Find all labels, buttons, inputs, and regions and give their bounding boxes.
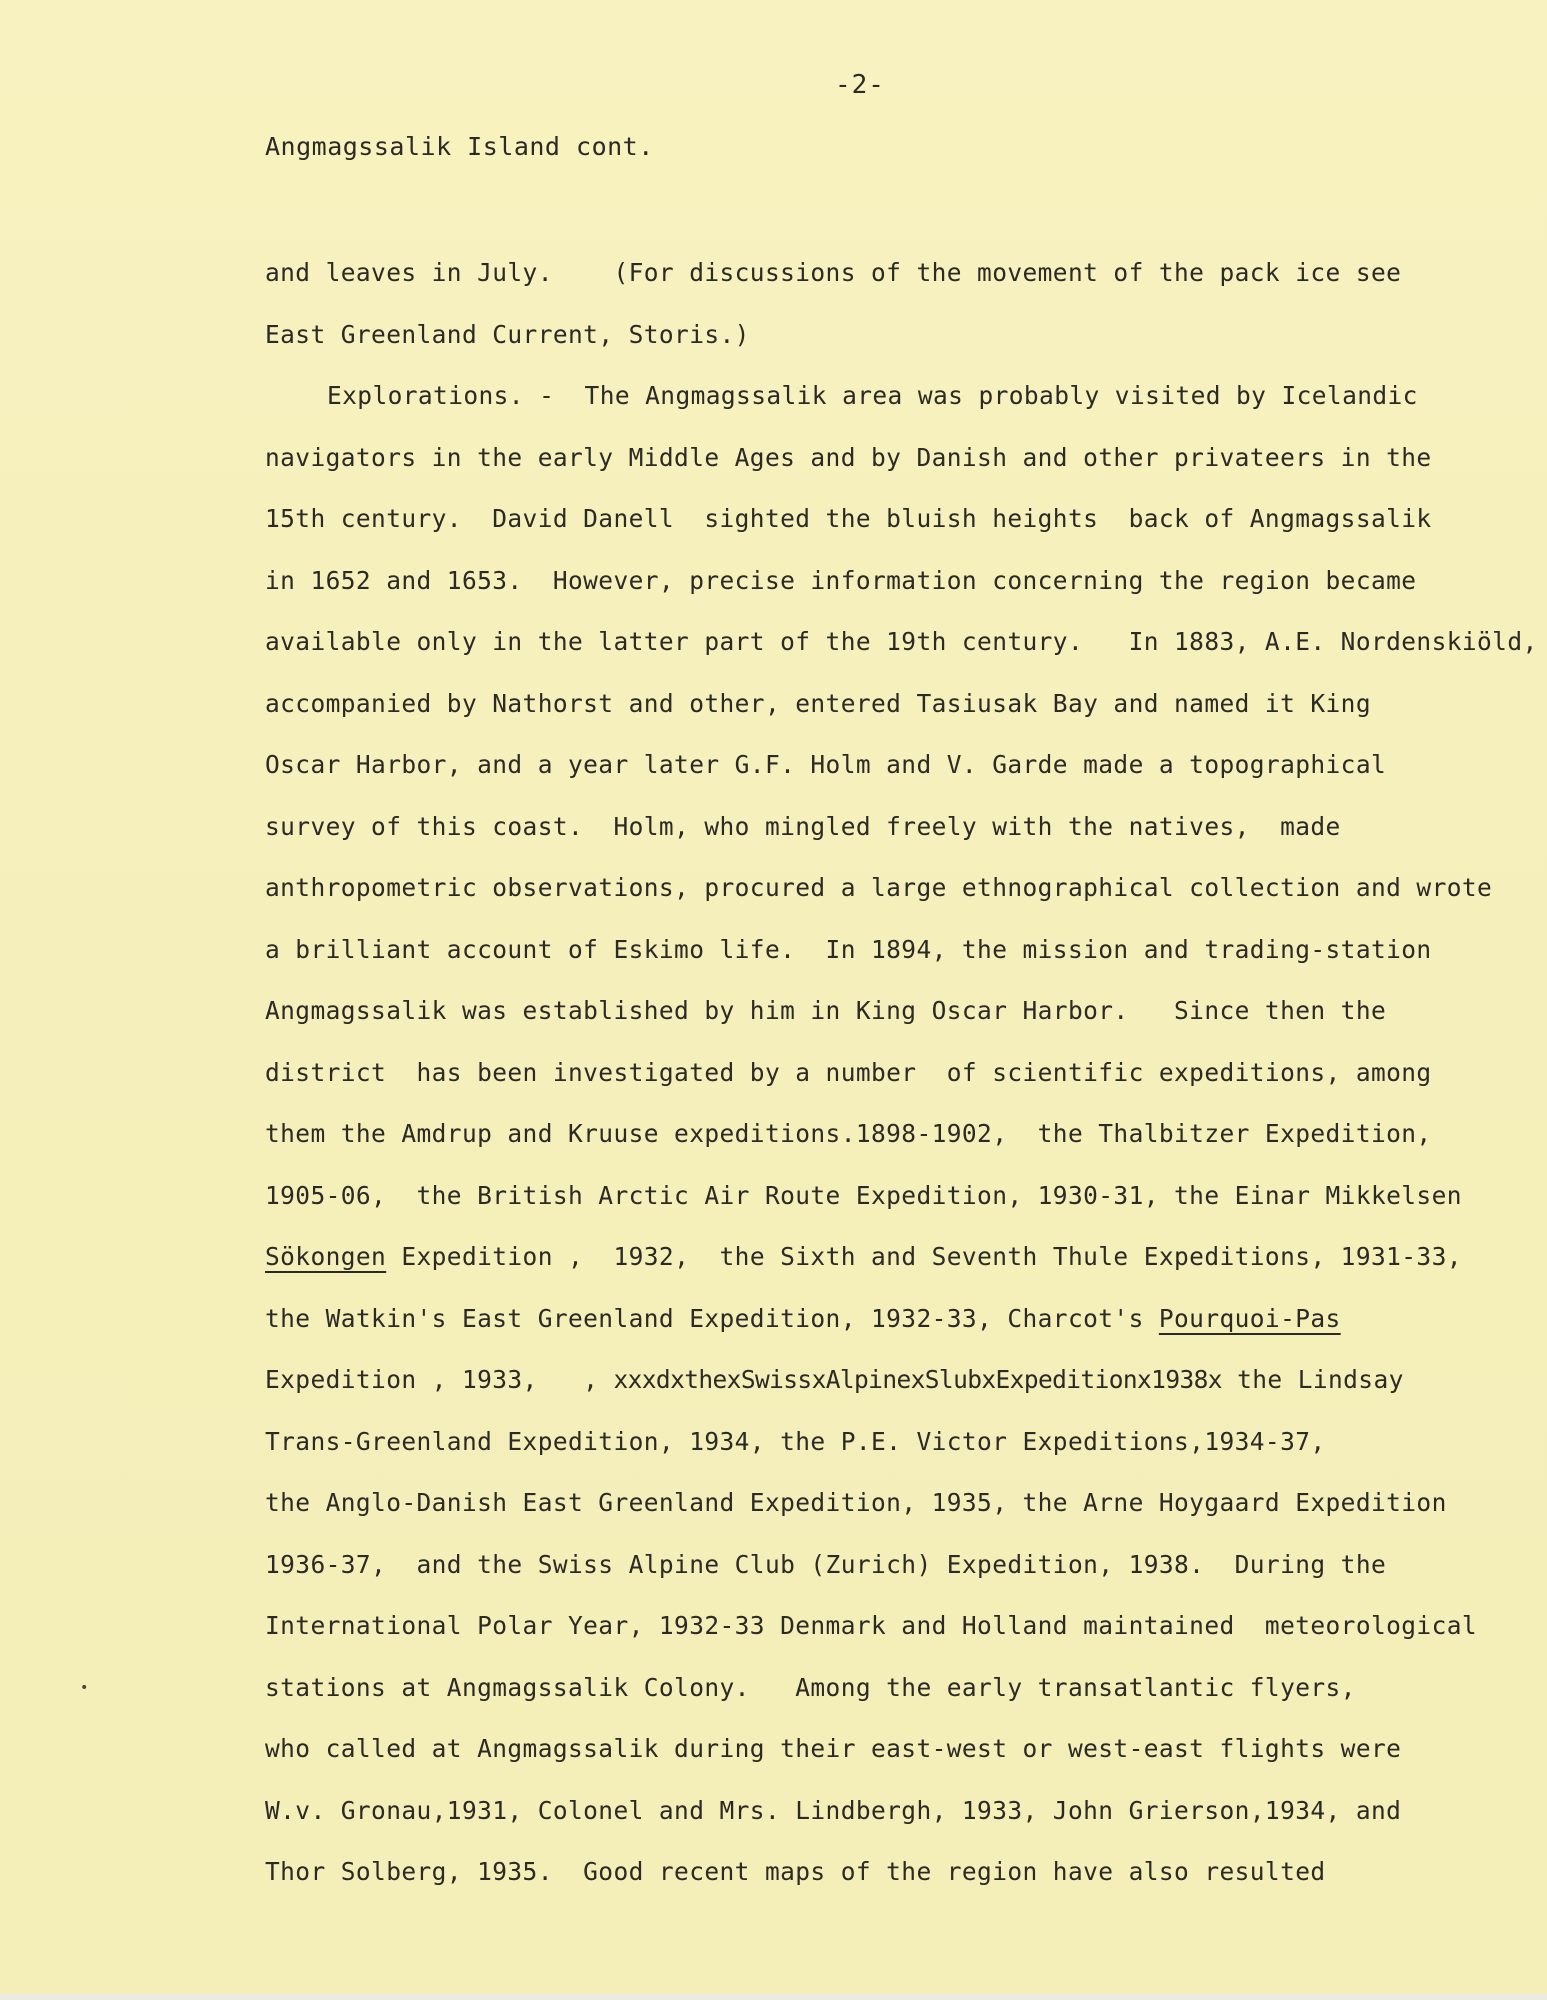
text-line-23: International Polar Year, 1932-33 Denmark and Holland maintained meteorological	[265, 1611, 1478, 1640]
text-line-22: 1936-37, and the Swiss Alpine Club (Zurich) Expedition, 1938. During the	[265, 1549, 1387, 1579]
text-line-8: accompanied by Nathorst and other, entered Tasiusak Bay and named it King	[265, 688, 1371, 718]
text-line-9: Oscar Harbor, and a year later G.F. Holm and V. Garde made a topographical	[265, 750, 1387, 779]
underlined-pourquoi-pas: Pourquoi-Pas	[1158, 1303, 1341, 1333]
text-line-5: 15th century. David Danell sighted the bluish heights back of Angmagssalik	[265, 504, 1432, 533]
text-line-10: survey of this coast. Holm, who mingled freely with the natives, made	[265, 811, 1341, 841]
text-line-16: 1905-06, the British Arctic Air Route Expedition, 1930-31, the Einar Mikkelsen	[265, 1180, 1462, 1210]
text-line-20: Trans-Greenland Expedition, 1934, the P.E. Victor Expeditions,1934-37,	[265, 1426, 1326, 1456]
page-number: -2-	[835, 70, 885, 100]
struck-out-text: xxxdxthexSwissxAlpinexSlubxExpeditionx1938x	[613, 1365, 1222, 1394]
text-line-19-end: the Lindsay	[1221, 1365, 1404, 1394]
text-line-2: East Greenland Current, Storis.)	[265, 319, 750, 349]
text-line-7: available only in the latter part of the 19th century. In 1883, A.E. Nordenskiöld,	[265, 627, 1538, 656]
text-line-25: who called at Angmagssalik during their east-west or west-east flights were	[265, 1734, 1402, 1763]
text-line-3: Explorations. - The Angmagssalik area was probably visited by Icelandic	[327, 381, 1418, 410]
underlined-sokongen: Sökongen	[265, 1242, 387, 1271]
text-line-18-start: the Watkin's East Greenland Expedition, 1932-33, Charcot's	[265, 1303, 1159, 1333]
text-line-14: district has been investigated by a number of scientific expeditions, among	[265, 1057, 1432, 1087]
document-body	[265, 258, 1538, 1919]
text-line-17-rest: Expedition , 1932, the Sixth and Seventh Thule Expeditions, 1931-33,	[401, 1242, 1462, 1271]
text-line-18	[265, 1304, 1505, 1366]
text-line-21: the Anglo-Danish East Greenland Expedition, 1935, the Arne Hoygaard Expedition	[265, 1488, 1447, 1517]
text-line-12: a brilliant account of Eskimo life. In 1894, the mission and trading-station	[265, 934, 1432, 964]
text-line-24: stations at Angmagssalik Colony. Among the early transatlantic flyers,	[265, 1672, 1356, 1702]
text-line-26: W.v. Gronau,1931, Colonel and Mrs. Lindbergh, 1933, John Grierson,1934, and	[265, 1795, 1402, 1825]
text-line-4: navigators in the early Middle Ages and by Danish and other privateers in the	[265, 442, 1432, 472]
section-heading: Angmagssalik Island cont.	[265, 132, 654, 161]
stray-mark: •	[80, 1680, 89, 1696]
text-line-1: and leaves in July. (For discussions of the movement of the pack ice see	[265, 258, 1402, 287]
text-line-6: in 1652 and 1653. However, precise information concerning the region became	[265, 565, 1417, 595]
text-line-19-start: Expedition , 1933, ,	[265, 1365, 599, 1394]
text-line-27: Thor Solberg, 1935. Good recent maps of the region have also resulted	[265, 1857, 1326, 1886]
text-line-15: them the Amdrup and Kruuse expeditions.1898-1902, the Thalbitzer Expedition,	[265, 1119, 1432, 1148]
text-line-17	[265, 1242, 1505, 1304]
text-line-13: Angmagssalik was established by him in King Oscar Harbor. Since then the	[265, 996, 1387, 1025]
text-line-19	[265, 1365, 1505, 1427]
page-bottom-edge	[0, 1994, 1547, 2000]
text-line-11: anthropometric observations, procured a large ethnographical collection and wrote	[265, 873, 1493, 902]
